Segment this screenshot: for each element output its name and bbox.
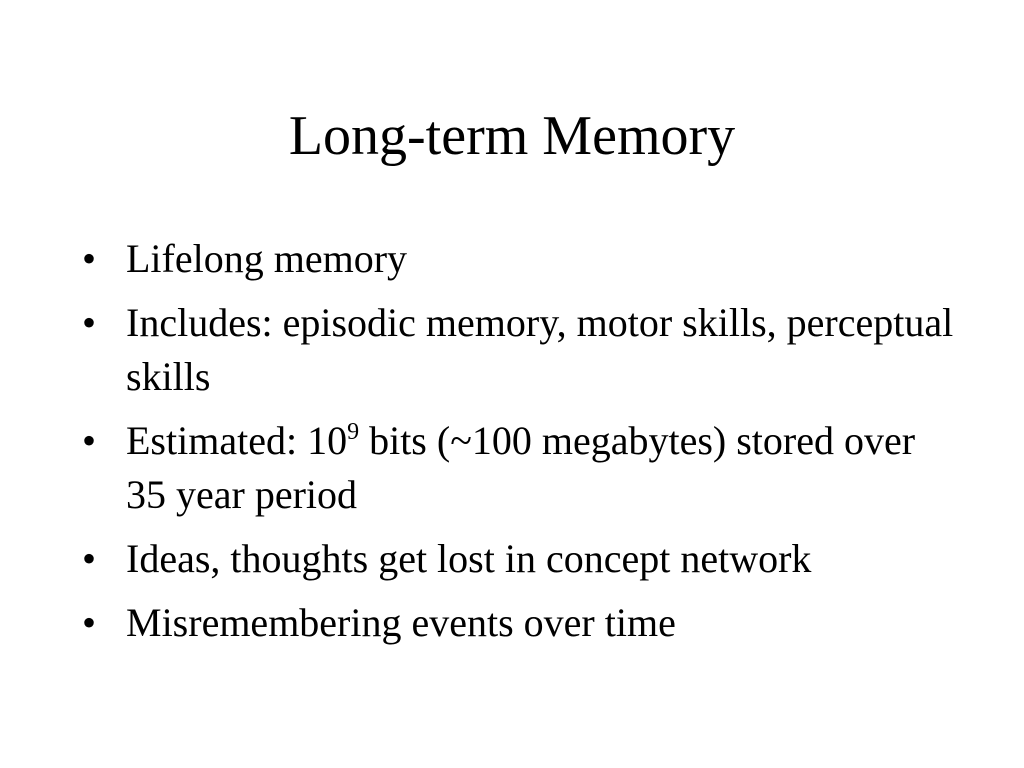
exponent: 9	[347, 419, 360, 445]
bullet-icon: •	[82, 600, 97, 645]
bullet-icon: •	[82, 300, 97, 345]
bullet-text-before-exponent: Estimated: 10	[126, 418, 348, 463]
bullet-icon: •	[82, 236, 97, 281]
bullet-item	[82, 296, 962, 404]
bullet-text: Misremembering events over time	[126, 600, 676, 645]
bullet-item	[82, 232, 962, 286]
bullet-text: Includes: episodic memory, motor skills, perceptual skills	[126, 300, 954, 399]
bullet-icon: •	[82, 418, 97, 463]
bullet-item	[82, 596, 962, 650]
bullet-item	[82, 414, 962, 522]
bullet-text-after-exponent: bits (~100 megabytes) stored over 35 year period	[126, 418, 916, 517]
bullet-icon: •	[82, 536, 97, 581]
slide-title: Long-term Memory	[288, 105, 736, 167]
bullet-text	[126, 418, 915, 517]
bullet-list	[82, 232, 962, 660]
bullet-text: Ideas, thoughts get lost in concept network	[126, 536, 812, 581]
bullet-item	[82, 532, 962, 586]
bullet-text: Lifelong memory	[126, 236, 408, 281]
